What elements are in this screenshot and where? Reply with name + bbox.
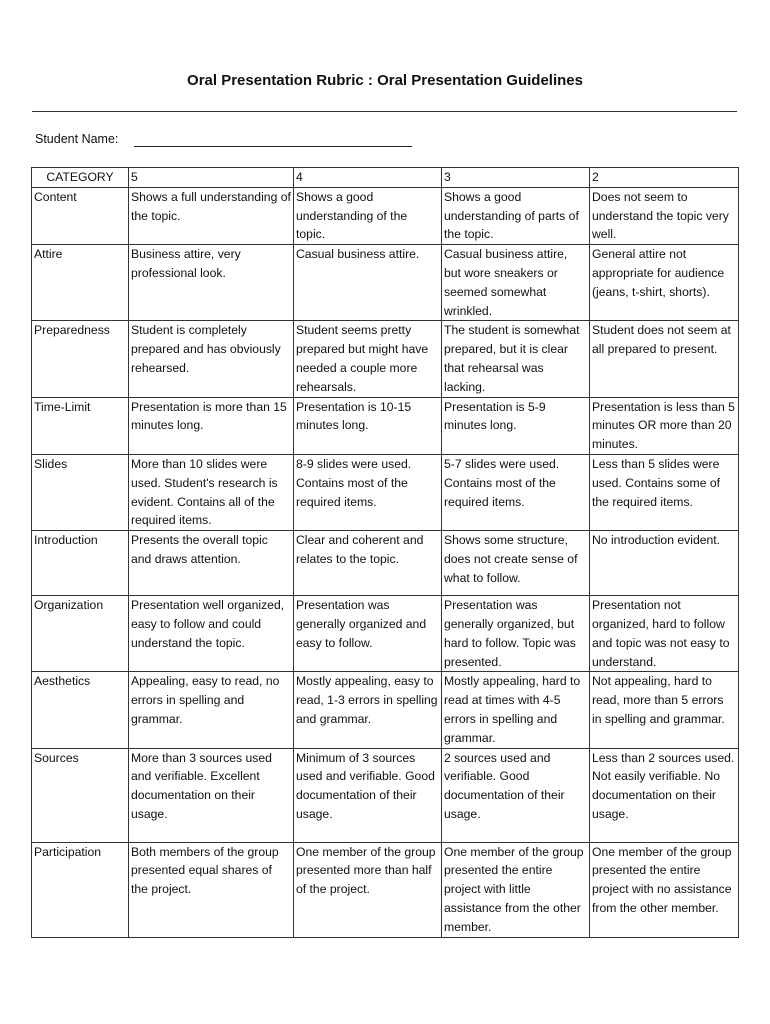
criteria-cell: Less than 2 sources used. Not easily verifiable. No documentation on their usage.	[590, 748, 739, 842]
category-cell: Sources	[32, 748, 129, 842]
category-cell: Organization	[32, 596, 129, 672]
criteria-cell: Clear and coherent and relates to the topic.	[294, 531, 442, 596]
category-cell: Attire	[32, 245, 129, 321]
criteria-cell: 5-7 slides were used. Contains most of the required items.	[442, 454, 590, 530]
table-row	[32, 531, 739, 596]
criteria-cell: 2 sources used and verifiable. Good documentation of their usage.	[442, 748, 590, 842]
criteria-cell: One member of the group presented more than half of the project.	[294, 842, 442, 937]
criteria-cell: Presentation was generally organized, but hard to follow. Topic was presented.	[442, 596, 590, 672]
table-row	[32, 321, 739, 397]
page-title: Oral Presentation Rubric : Oral Presentation Guidelines	[187, 72, 583, 89]
criteria-cell: Less than 5 slides were used. Contains some of the required items.	[590, 454, 739, 530]
criteria-cell: Shows a full understanding of the topic.	[129, 187, 294, 244]
table-row	[32, 187, 739, 244]
header-row	[32, 168, 739, 188]
criteria-cell: Shows a good understanding of parts of the topic.	[442, 187, 590, 244]
table-row	[32, 397, 739, 454]
table-row	[32, 748, 739, 842]
header-score-2: 2	[590, 168, 739, 188]
header-score-4: 4	[294, 168, 442, 188]
header-score-3: 3	[442, 168, 590, 188]
criteria-cell: More than 3 sources used and verifiable. Excellent documentation on their usage.	[129, 748, 294, 842]
criteria-cell: The student is somewhat prepared, but it is clear that rehearsal was lacking.	[442, 321, 590, 397]
category-cell: Aesthetics	[32, 672, 129, 748]
criteria-cell: General attire not appropriate for audience (jeans, t-shirt, shorts).	[590, 245, 739, 321]
criteria-cell: Does not seem to understand the topic very well.	[590, 187, 739, 244]
criteria-cell: Casual business attire, but wore sneakers or seemed somewhat wrinkled.	[442, 245, 590, 321]
criteria-cell: Appealing, easy to read, no errors in spelling and grammar.	[129, 672, 294, 748]
criteria-cell: Student does not seem at all prepared to present.	[590, 321, 739, 397]
criteria-cell: Presentation is more than 15 minutes long.	[129, 397, 294, 454]
criteria-cell: Student is completely prepared and has obviously rehearsed.	[129, 321, 294, 397]
criteria-cell: Shows some structure, does not create sense of what to follow.	[442, 531, 590, 596]
criteria-cell: Mostly appealing, easy to read, 1-3 errors in spelling and grammar.	[294, 672, 442, 748]
category-cell: Introduction	[32, 531, 129, 596]
criteria-cell: Presentation is 5-9 minutes long.	[442, 397, 590, 454]
student-name-label: Student Name:	[35, 132, 119, 146]
criteria-cell: Business attire, very professional look.	[129, 245, 294, 321]
header-category: CATEGORY	[32, 168, 129, 188]
table-row	[32, 842, 739, 937]
criteria-cell: Presentation was generally organized and easy to follow.	[294, 596, 442, 672]
criteria-cell: Mostly appealing, hard to read at times with 4-5 errors in spelling and grammar.	[442, 672, 590, 748]
table-row	[32, 672, 739, 748]
criteria-cell: Not appealing, hard to read, more than 5 errors in spelling and grammar.	[590, 672, 739, 748]
student-name-field[interactable]	[134, 146, 412, 147]
table-row	[32, 245, 739, 321]
rubric-table	[31, 167, 739, 938]
category-cell: Time-Limit	[32, 397, 129, 454]
category-cell: Slides	[32, 454, 129, 530]
criteria-cell: One member of the group presented the entire project with little assistance from the other member.	[442, 842, 590, 937]
criteria-cell: Presentation is less than 5 minutes OR more than 20 minutes.	[590, 397, 739, 454]
criteria-cell: More than 10 slides were used. Student's research is evident. Contains all of the required items.	[129, 454, 294, 530]
criteria-cell: No introduction evident.	[590, 531, 739, 596]
criteria-cell: Minimum of 3 sources used and verifiable. Good documentation of their usage.	[294, 748, 442, 842]
category-cell: Preparedness	[32, 321, 129, 397]
header-score-5: 5	[129, 168, 294, 188]
category-cell: Content	[32, 187, 129, 244]
criteria-cell: Presentation is 10-15 minutes long.	[294, 397, 442, 454]
category-cell: Participation	[32, 842, 129, 937]
criteria-cell: Both members of the group presented equal shares of the project.	[129, 842, 294, 937]
criteria-cell: 8-9 slides were used. Contains most of the required items.	[294, 454, 442, 530]
criteria-cell: Shows a good understanding of the topic.	[294, 187, 442, 244]
criteria-cell: Presents the overall topic and draws attention.	[129, 531, 294, 596]
title-divider	[32, 111, 737, 112]
criteria-cell: Student seems pretty prepared but might have needed a couple more rehearsals.	[294, 321, 442, 397]
table-row	[32, 454, 739, 530]
criteria-cell: Casual business attire.	[294, 245, 442, 321]
criteria-cell: One member of the group presented the entire project with no assistance from the other member.	[590, 842, 739, 937]
table-row	[32, 596, 739, 672]
criteria-cell: Presentation well organized, easy to follow and could understand the topic.	[129, 596, 294, 672]
criteria-cell: Presentation not organized, hard to follow and topic was not easy to understand.	[590, 596, 739, 672]
